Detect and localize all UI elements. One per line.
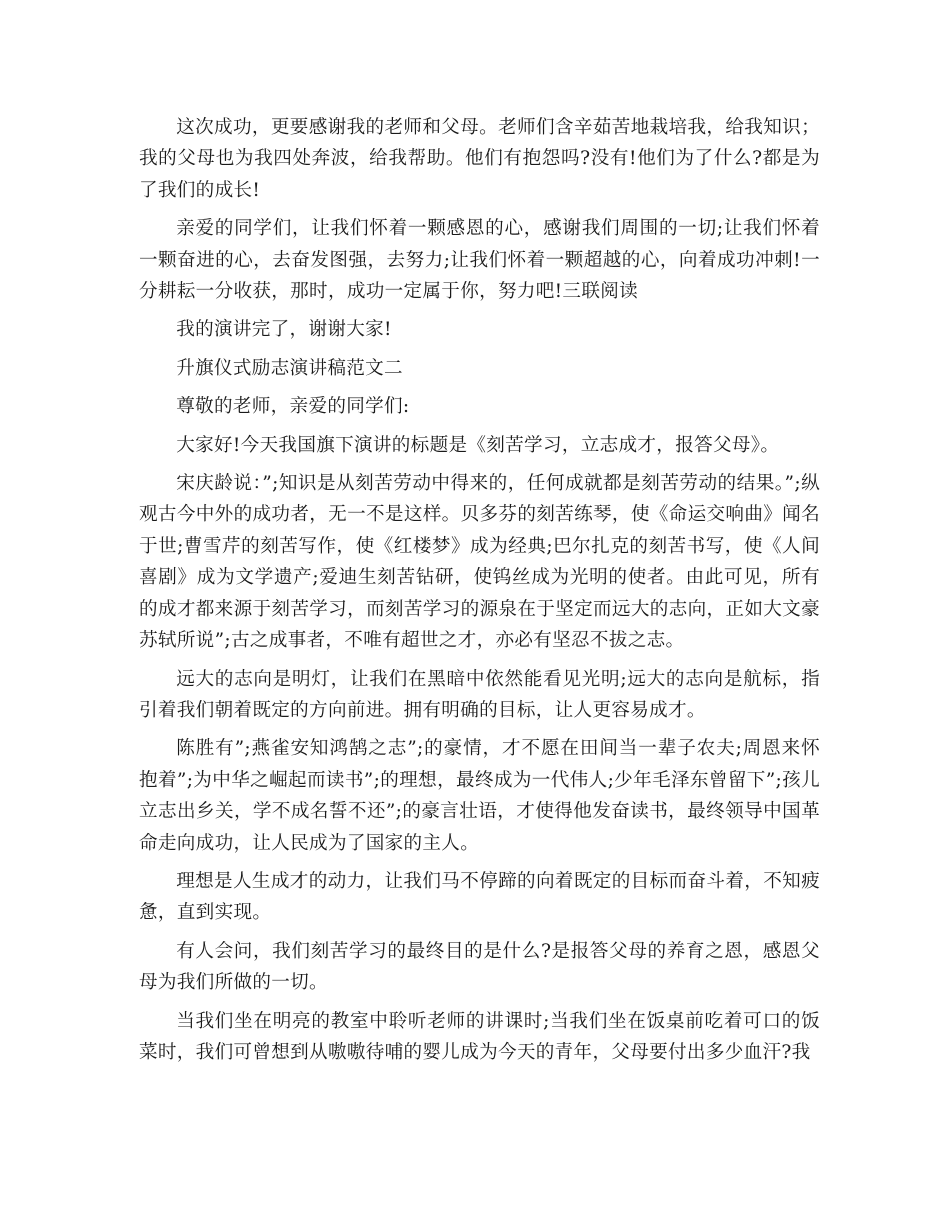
paragraph: 大家好!今天我国旗下演讲的标题是《刻苦学习，立志成才，报答父母》。 [176,434,780,456]
paragraph: 理想是人生成才的动力，让我们马不停蹄的向着既定的目标而奋斗着，不知疲惫，直到实现。 [139,870,820,924]
paragraph: 宋庆龄说：”;知识是从刻苦劳动中得来的，任何成就都是刻苦劳动的结果。”;纵观古今中外的成功者，无一不是这样。贝多芬的刻苦练琴，使《命运交响曲》闻名于世;曹雪芹的刻苦写作，使《红楼梦》成为经典;巴尔扎克的刻苦书写，使《人间喜剧》成为文学遗产;爱迪生刻苦钻研，使钨丝成为光明的使者。由此可见，所有的成才都来源于刻苦学习，而刻苦学习的源泉在于坚定而远大的志向，正如大文豪苏轼所说”;古之成事者，不唯有超世之才，亦必有坚忍不拔之志。 [139,473,820,652]
paragraph: 远大的志向是明灯，让我们在黑暗中依然能看见光明;远大的志向是航标，指引着我们朝着既定的方向前进。拥有明确的目标，让人更容易成才。 [139,668,820,721]
paragraph: 当我们坐在明亮的教室中聆听老师的讲课时;当我们坐在饭桌前吃着可口的饭菜时，我们可曾想到从嗷嗷待哺的婴儿成为今天的青年，父母要付出多少血汗?我 [139,1010,820,1063]
paragraph: 陈胜有”;燕雀安知鸿鹄之志”;的豪情，才不愿在田间当一辈子农夫;周恩来怀抱着”;为中华之崛起而读书”;的理想，最终成为一代伟人;少年毛泽东曾留下”;孩儿立志出乡关，学不成名誓不还”;的豪言壮语，才使得他发奋读书，最终领导中国革命走向成功，让人民成为了国家的主人。 [139,738,820,854]
paragraph: 我的演讲完了，谢谢大家! [176,319,392,341]
section-title: 升旗仪式励志演讲稿范文二 [176,357,403,379]
paragraph: 有人会问，我们刻苦学习的最终目的是什么?是报答父母的养育之恩，感恩父母为我们所做的一切。 [139,940,820,994]
paragraph: 这次成功，更要感谢我的老师和父母。老师们含辛茹苦地栽培我，给我知识；我的父母也为我四处奔波，给我帮助。他们有抱怨吗?没有!他们为了什么?都是为了我们的成长! [139,117,820,201]
paragraph: 亲爱的同学们，让我们怀着一颗感恩的心，感谢我们周围的一切;让我们怀着一颗奋进的心，去奋发图强，去努力;让我们怀着一颗超越的心，向着成功冲刺!一分耕耘一分收获，那时，成功一定属于你，努力吧!三联阅读 [139,218,820,303]
salutation: 尊敬的老师，亲爱的同学们: [176,396,410,418]
document-body [139,112,820,1068]
